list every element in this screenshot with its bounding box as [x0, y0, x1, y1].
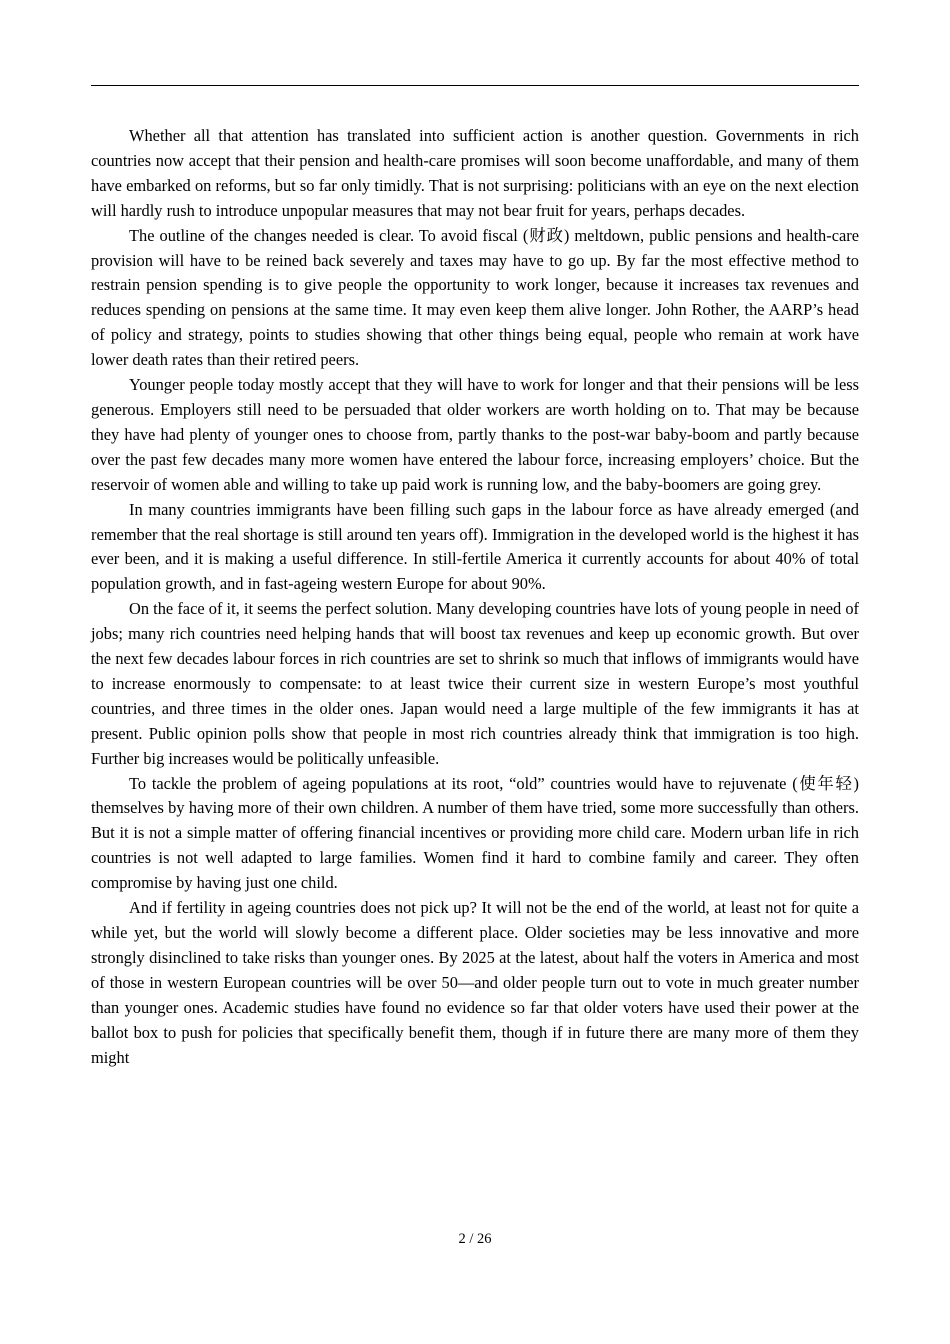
paragraph-3: Younger people today mostly accept that they will have to work for longer and that their pensions will be less generous. Employers still need to be persuaded that older workers are worth holding on to. That may be because they have had plenty of younger ones to choose from, partly thanks to the post-war baby-boom and partly because over the past few decades many more women have entered the labour force, increasing employers’ choice. But the reservoir of women able and willing to take up paid work is running low, and the baby-boomers are going grey. — [91, 375, 859, 494]
paragraph-4: In many countries immigrants have been filling such gaps in the labour force as have already emerged (and remember that the real shortage is still around ten years off). Immigration in the developed world is the highest it has ever been, and it is making a useful difference. In still-fertile America it currently accounts for about 40% of total population growth, and in fast-ageing western Europe for about 90%. — [91, 499, 859, 594]
paragraph-6: To tackle the problem of ageing populations at its root, “old” countries would have to rejuvenate (使年轻) themselves by having more of their own children. A number of them have tried, some more successfully than others. But it is not a simple matter of offering financial incentives or providing more child care. Modern urban life in rich countries is not well adapted to large families. Women find it hard to combine family and career. They often compromise by having just one child. — [91, 773, 859, 893]
paragraph-7: And if fertility in ageing countries does not pick up? It will not be the end of the world, at least not for quite a while yet, but the world will slowly become a different place. Older societies may be less innovative and more strongly disinclined to take risks than younger ones. By 2025 at the latest, about half the voters in America and most of those in western European countries will be over 50—and older people turn out to vote in much greater number than younger ones. Academic studies have found no evidence so far that older voters have used their power at the ballot box to push for policies that specifically benefit them, though if in future there are many more of them they might — [91, 898, 859, 1067]
page-number: 2 / 26 — [458, 1231, 492, 1247]
document-body — [91, 124, 859, 1070]
header-rule — [91, 85, 859, 86]
paragraph-5: On the face of it, it seems the perfect solution. Many developing countries have lots of young people in need of jobs; many rich countries need helping hands that will boost tax revenues and keep up economic growth. But over the next few decades labour forces in rich countries are set to shrink so much that inflows of immigrants would have to increase enormously to compensate: to at least twice their current size in western Europe’s most youthful countries, and three times in the older ones. Japan would need a large multiple of the few immigrants it has at present. Public opinion polls show that people in most rich countries already think that immigration is too high. Further big increases would be politically unfeasible. — [91, 599, 859, 768]
paragraph-2: The outline of the changes needed is clear. To avoid fiscal (财政) meltdown, public pensions and health-care provision will have to be reined back severely and taxes may have to go up. By far the most effective method to restrain pension spending is to give people the opportunity to work longer, because it increases tax revenues and reduces spending on pensions at the same time. It may even keep them alive longer. John Rother, the AARP’s head of policy and strategy, points to studies showing that other things being equal, people who remain at work have lower death rates than their retired peers. — [91, 225, 859, 370]
paragraph-1: Whether all that attention has translated into sufficient action is another question. Governments in rich countries now accept that their pension and health-care promises will soon become unaffordable, and many of them have embarked on reforms, but so far only timidly. That is not surprising: politicians with an eye on the next election will hardly rush to introduce unpopular measures that may not bear fruit for years, perhaps decades. — [91, 126, 859, 220]
